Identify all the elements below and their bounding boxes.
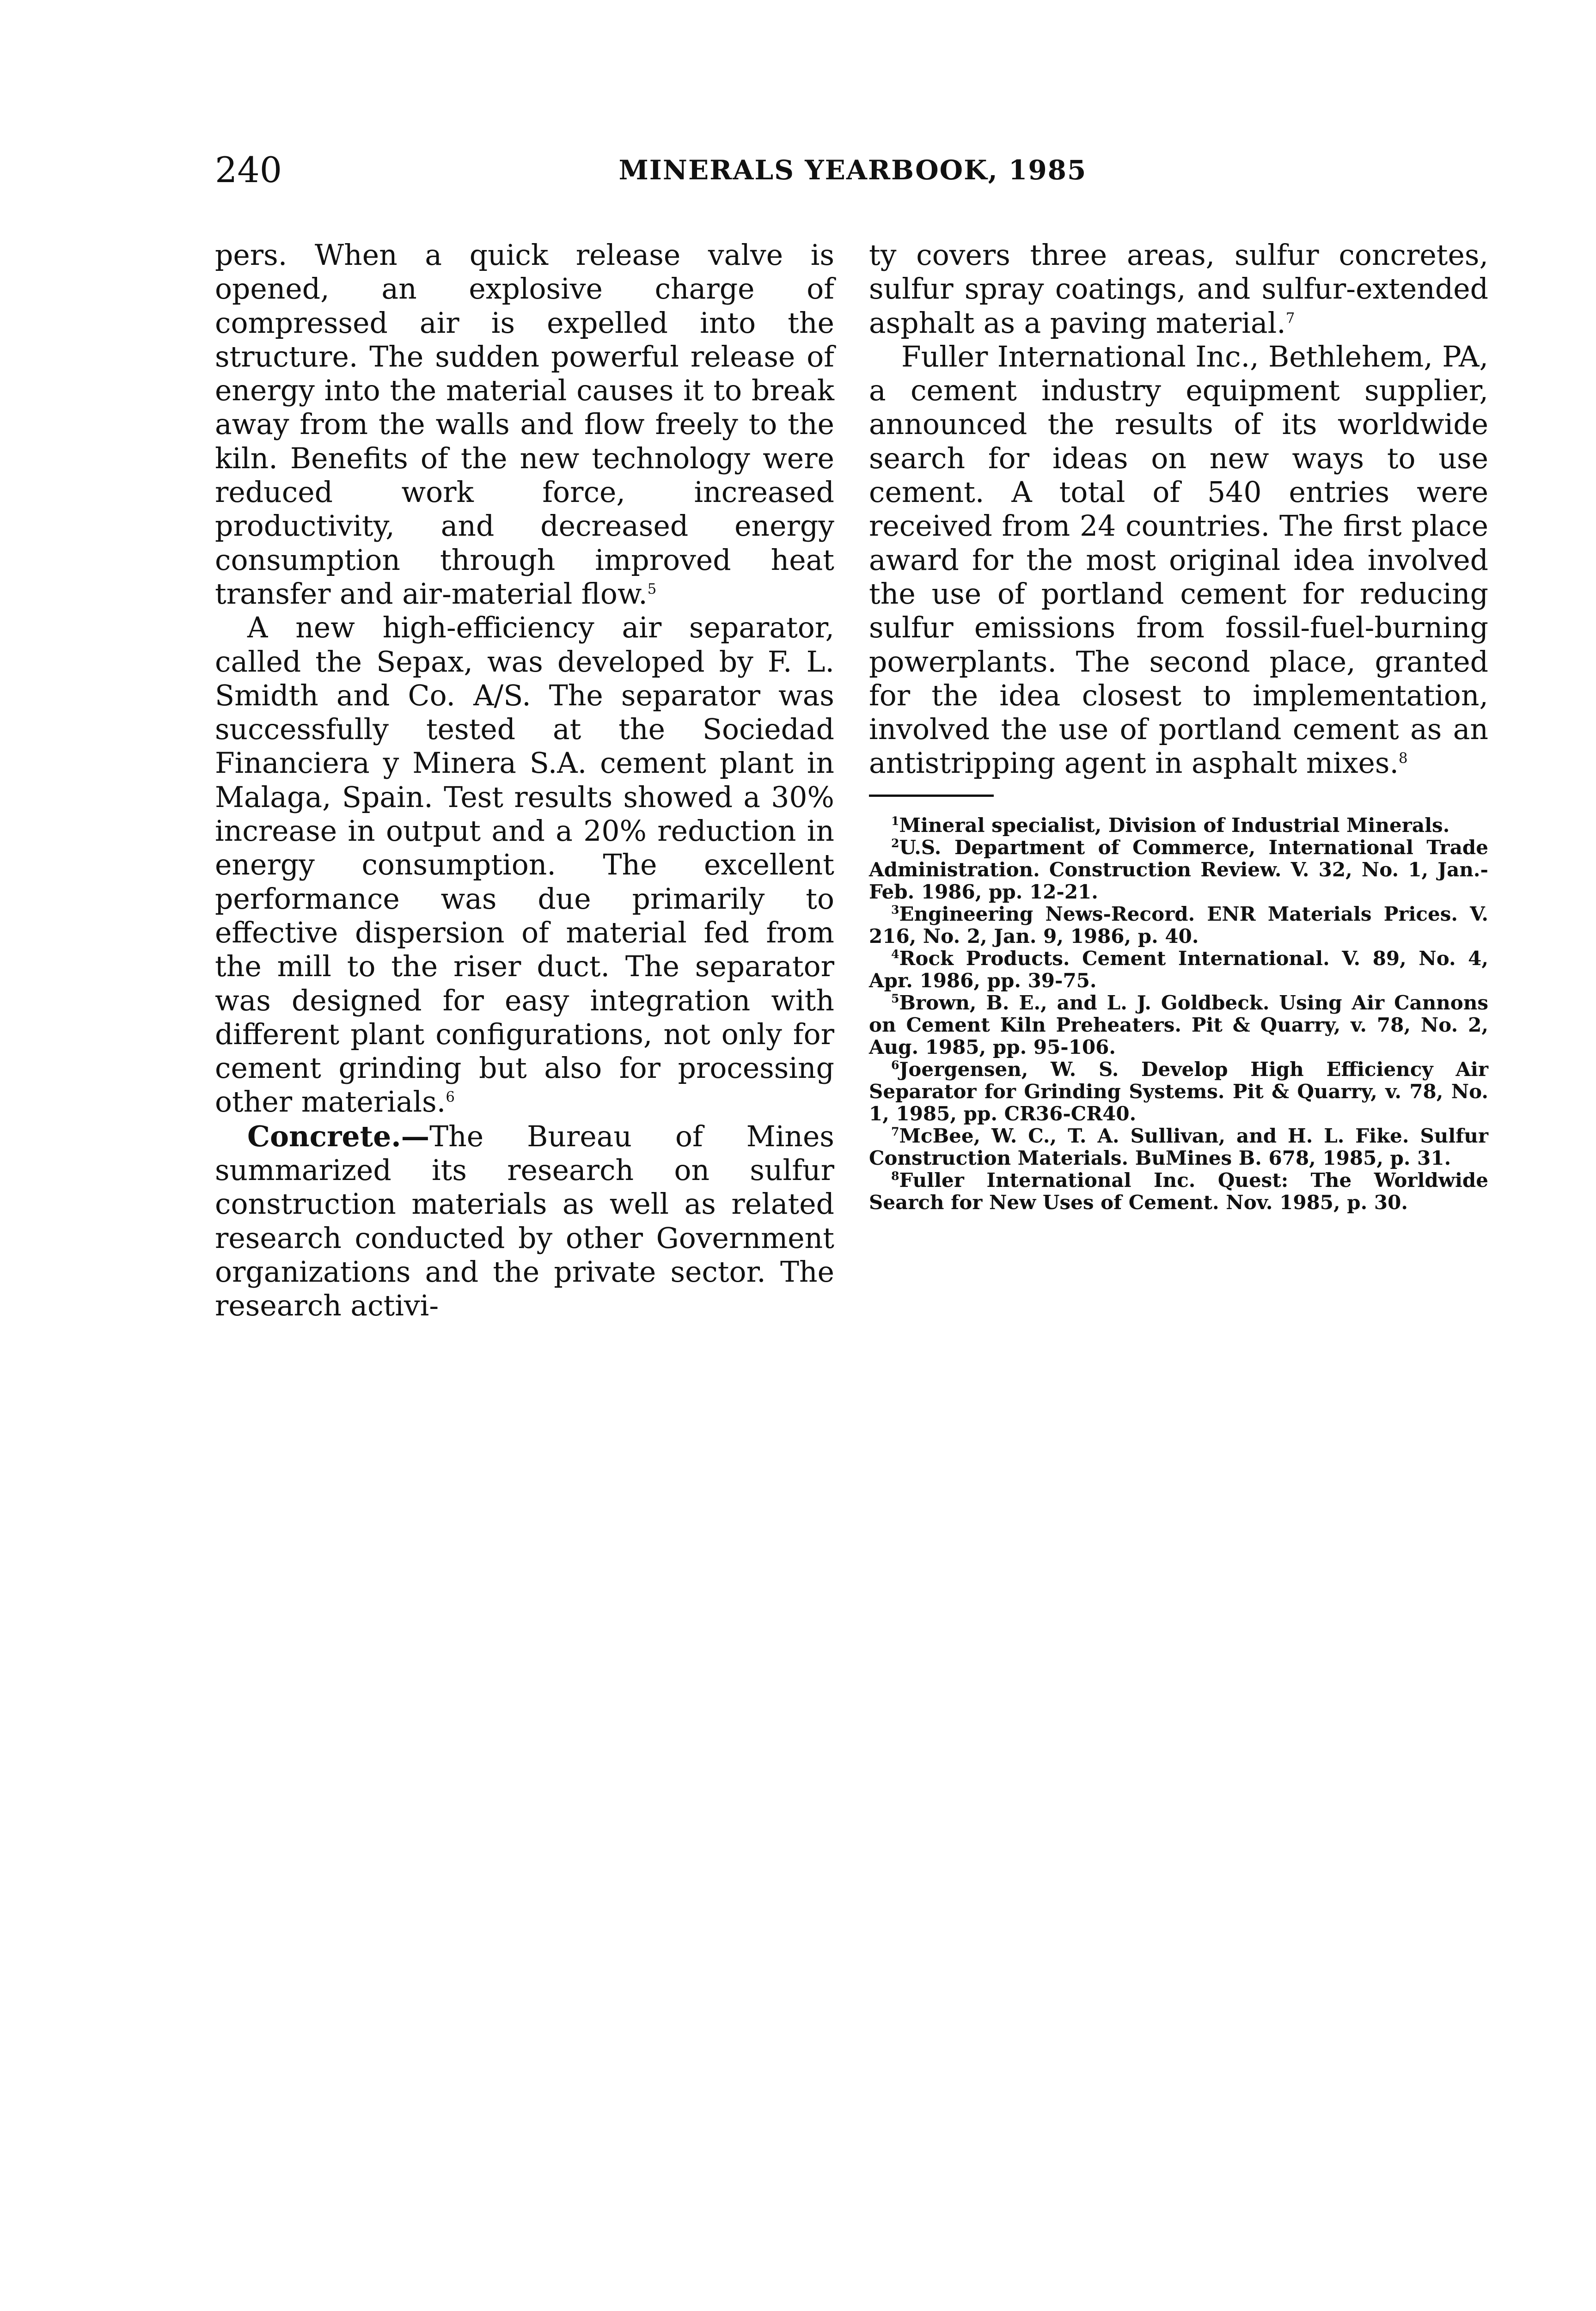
footnote-text: Engineering News-Record. ENR Materials Prices. V. 216, No. 2, Jan. 9, 1986, p. 40. <box>869 902 1488 948</box>
footnote-text: Brown, B. E., and L. J. Goldbeck. Using Air Cannons on Cement Kiln Preheaters. Pit & Quarry, v. 78, No. 2, Aug. 1985, pp. 95-106. <box>869 991 1488 1058</box>
footnote-number: 4 <box>891 947 899 961</box>
footnote-ref: 5 <box>647 581 657 598</box>
footnote-text: Joergensen, W. S. Develop High Efficiency Air Separator for Grinding Systems. Pit & Quarry, v. 78, No. 1, 1985, pp. CR36-CR40. <box>869 1058 1488 1125</box>
paragraph <box>215 611 834 1119</box>
footnote <box>869 1058 1488 1125</box>
footnote <box>869 1125 1488 1169</box>
footnote-text: U.S. Department of Commerce, International Trade Administration. Construction Review. V. 32, No. 1, Jan.-Feb. 1986, pp. 12-21. <box>869 836 1488 903</box>
paragraph-text: The Bureau of Mines summarized its research on sulfur construction materials as well as related research conducted by other Government organizations and the private sector. The research activi- <box>215 1119 834 1323</box>
footnotes <box>869 814 1488 1214</box>
section-heading: Concrete.— <box>247 1119 430 1153</box>
footnote-number: 1 <box>891 813 899 828</box>
footnote-ref: 8 <box>1399 750 1408 767</box>
paragraph <box>215 1119 834 1323</box>
running-title: MINERALS YEARBOOK, 1985 <box>618 154 1087 186</box>
paragraph <box>869 340 1488 781</box>
paragraph-text: A new high-efficiency air separator, called the Sepax, was developed by F. L. Smidth and Co. A/S. The separator was successfully tested at the Sociedad Financiera y Minera S.A. cement plant in Malaga, Spain. Test results showed a 30% increase in output and a 20% reduction in energy consumption. The excellent performance was due primarily to effective dispersion of material fed from the mill to the riser duct. The separator was designed for easy integration with different plant configurations, not only for cement grinding but also for processing other materials. <box>215 611 834 1119</box>
footnote-text: Mineral specialist, Division of Industrial Minerals. <box>899 813 1450 837</box>
footnote-text: Rock Products. Cement International. V. 89, No. 4, Apr. 1986, pp. 39-75. <box>869 947 1488 992</box>
paragraph-text: ty covers three areas, sulfur concretes, sulfur spray coatings, and sulfur-extended asphalt as a paving material. <box>869 238 1488 340</box>
footnote-number: 5 <box>891 991 899 1005</box>
footnote <box>869 837 1488 903</box>
footnote-number: 6 <box>891 1058 899 1072</box>
page-header <box>215 147 1491 198</box>
footnote-number: 3 <box>891 902 899 917</box>
footnote <box>869 948 1488 992</box>
footnote <box>869 814 1488 837</box>
right-column <box>869 238 1488 1214</box>
footnote-number: 7 <box>891 1124 899 1138</box>
footnote-ref: 7 <box>1285 310 1295 327</box>
footnote <box>869 1169 1488 1214</box>
page-number: 240 <box>215 149 282 190</box>
paragraph <box>215 238 834 611</box>
footnote-ref: 6 <box>446 1088 455 1106</box>
paragraph <box>869 238 1488 340</box>
paragraph-text: Fuller International Inc., Bethlehem, PA, a cement industry equipment supplier, announced the results of its worldwide search for ideas on new ways to use cement. A total of 540 entries were received from 24 countries. The first place award for the most original idea involved the use of portland cement for reducing sulfur emissions from fossil-fuel-burning powerplants. The second place, granted for the idea closest to implementation, involved the use of portland cement as an antistripping agent in asphalt mixes. <box>869 340 1488 780</box>
left-column <box>215 238 834 1323</box>
footnote-number: 2 <box>891 836 899 850</box>
footnote <box>869 903 1488 948</box>
footnote <box>869 992 1488 1058</box>
paragraph-text: pers. When a quick release valve is opened, an explosive charge of compressed air is expelled into the structure. The sudden powerful release of energy into the material causes it to break away from the walls and flow freely to the kiln. Benefits of the new technology were reduced work force, increased productivity, and decreased energy consumption through improved heat transfer and air-material flow. <box>215 238 834 611</box>
footnote-text: Fuller International Inc. Quest: The Worldwide Search for New Uses of Cement. Nov. 1985, p. 30. <box>869 1168 1488 1214</box>
footnote-text: McBee, W. C., T. A. Sullivan, and H. L. Fike. Sulfur Construction Materials. BuMines B. 678, 1985, p. 31. <box>869 1124 1488 1169</box>
footnote-divider <box>869 795 994 797</box>
footnote-number: 8 <box>891 1168 899 1183</box>
